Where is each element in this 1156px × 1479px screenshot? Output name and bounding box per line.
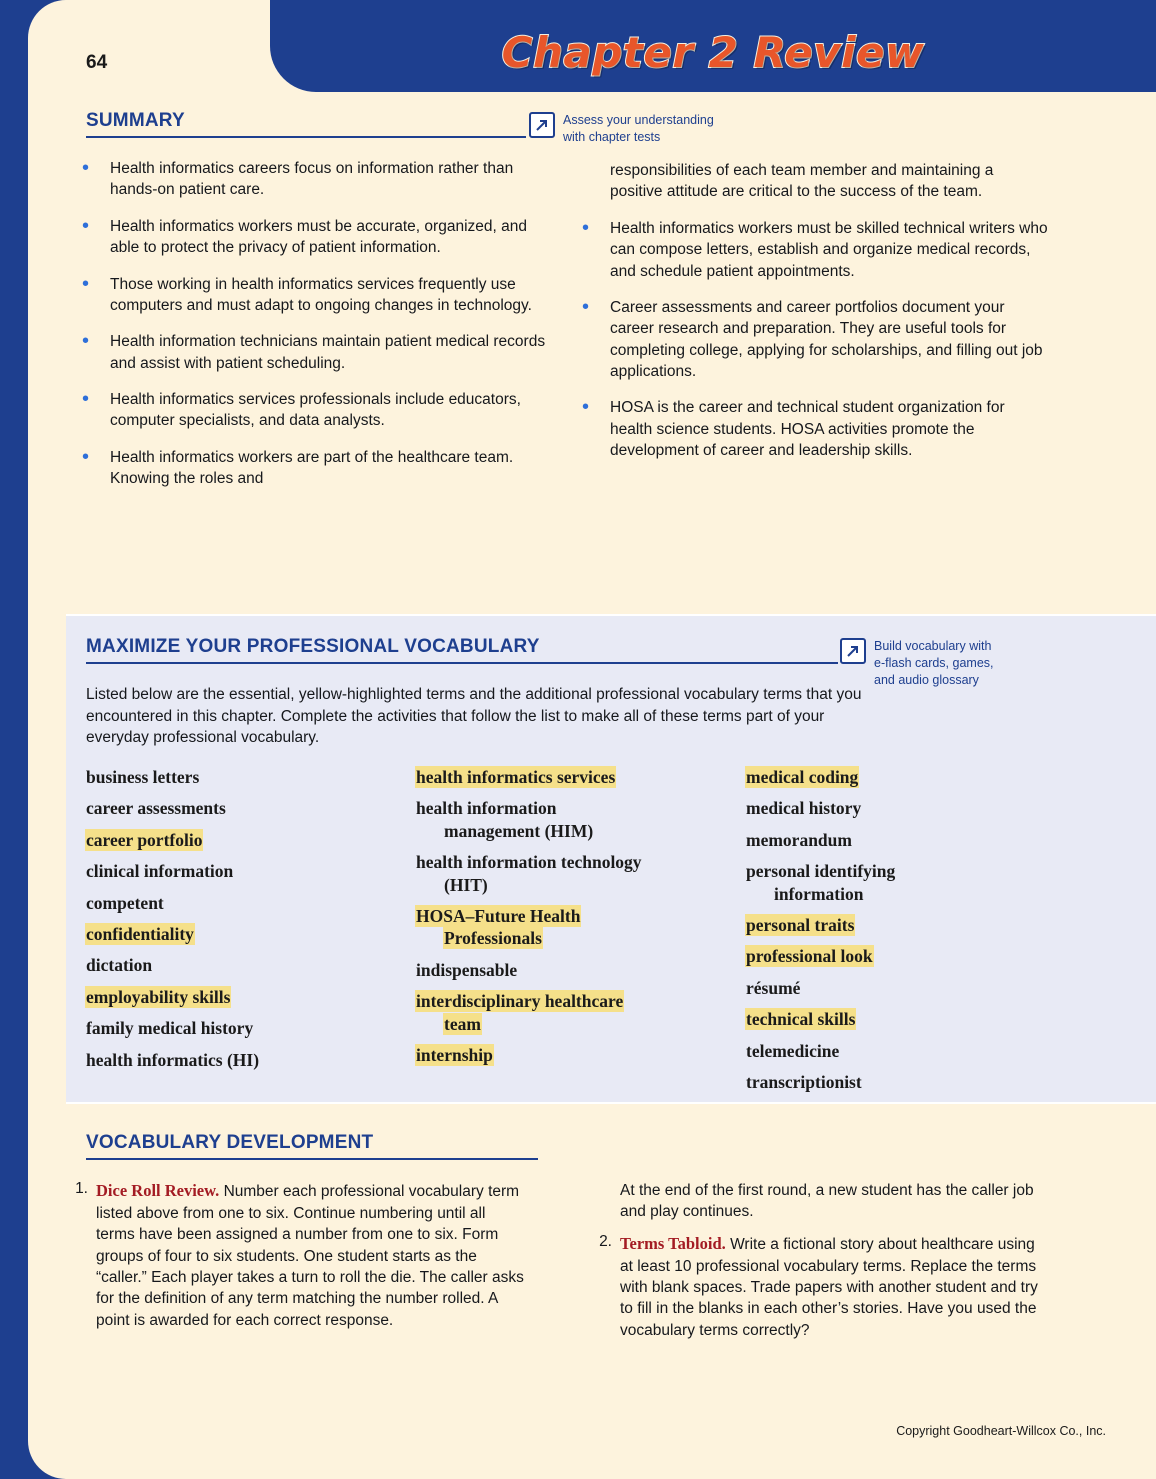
vocabulary-term-label: indispensable [416,959,518,980]
vocabulary-term-continuation: information [774,883,864,904]
vocabulary-column-3 [746,766,1076,1102]
vocabulary-term-label: confidentiality [86,923,194,944]
vocabulary-heading: MAXIMIZE YOUR PROFESSIONAL VOCABULARY [86,636,540,657]
vocabulary-term [746,945,1076,967]
vocabulary-term-label: technical skills [746,1009,856,1030]
development-heading: VOCABULARY DEVELOPMENT [86,1132,374,1153]
vocabulary-term [416,959,746,981]
vocabulary-term-label: interdisciplinary healthcare [416,991,624,1012]
vocabulary-term [746,1008,1076,1030]
summary-bullet [78,389,548,432]
summary-bullet [78,331,548,374]
vocabulary-term [86,892,416,914]
copyright-notice: Copyright Goodheart-Willcox Co., Inc. [896,1424,1106,1438]
chapter-title: Chapter 2 Review [501,28,925,77]
development-column-left [66,1180,526,1341]
build-vocabulary-callout-text [874,638,994,689]
vocabulary-term [746,797,1076,819]
development-item-title: Terms Tabloid. [620,1233,726,1253]
vocabulary-term-label: résumé [746,977,801,998]
summary-bullet-text: Health informatics workers must be accurate, organized, and able to protect the privacy of patient information. [110,217,527,257]
vocabulary-term-label: HOSA–Future Health [416,905,581,926]
vocabulary-term-label: medical coding [746,767,859,787]
vocabulary-term-label: career assessments [86,798,226,819]
summary-bullet-text: Health informatics workers must be skilled technical writers who can compose letters, establish and organize medical records, and schedule patient appointments. [610,219,1048,280]
bullet-dot-icon: • [582,216,590,239]
summary-bullet [78,447,548,490]
bullet-dot-icon: • [82,330,90,353]
development-item-body: Write a fictional story about healthcare using at least 10 professional vocabulary terms. Replace the terms with blank spaces. Trade papers with another student and try to fill in the blanks in each other’s stories. Have you used the vocabulary terms correctly? [620,1235,1038,1339]
build-vocabulary-callout[interactable] [840,638,1090,689]
summary-heading-rule [86,136,526,138]
build-callout-line2: e-flash cards, games, [874,655,994,670]
vocabulary-term [746,1040,1076,1062]
vocabulary-term [416,766,746,788]
vocabulary-term [416,990,746,1035]
development-column-right [590,1180,1050,1351]
summary-bullets-right [578,160,1048,477]
vocabulary-term [416,797,746,842]
vocabulary-term-label: medical history [746,798,862,819]
vocabulary-term [746,977,1076,999]
vocabulary-term [416,851,746,896]
vocabulary-heading-rule [86,662,838,664]
vocabulary-term-label: dictation [86,955,153,976]
vocabulary-term-label: memorandum [746,829,852,850]
assess-understanding-callout[interactable] [529,112,789,146]
vocabulary-term [416,1044,746,1066]
development-item-title: Dice Roll Review. [96,1181,220,1200]
vocabulary-column-1 [86,766,416,1102]
summary-bullet [578,397,1048,461]
summary-bullet-text: HOSA is the career and technical student organization for health science students. HOSA activities promote the development of career and leadership skills. [610,399,1005,460]
vocabulary-term-label: personal identifying [746,861,896,882]
development-item-text [96,1180,526,1331]
vocabulary-term [746,1071,1076,1093]
summary-bullet-text: Those working in health informatics services frequently use computers and must adapt to ongoing changes in technology. [110,275,532,314]
summary-bullet [578,218,1048,282]
development-item-number: 2. [599,1232,612,1250]
vocabulary-term-continuation: (HIT) [444,874,488,895]
development-continuation-text: At the end of the first round, a new student has the caller job and play continues. [620,1182,1034,1221]
vocabulary-term-label: transcriptionist [746,1071,862,1092]
assess-callout-line2: with chapter tests [563,129,661,144]
page-spine [0,0,66,1479]
vocabulary-term [86,797,416,819]
vocabulary-term [746,829,1076,851]
vocabulary-heading-wrap [86,636,540,661]
vocabulary-term-label: health informatics services [416,767,616,787]
summary-bullet [78,158,548,201]
build-callout-line1: Build vocabulary with [874,639,992,653]
vocabulary-term [86,923,416,945]
vocabulary-term [86,1017,416,1039]
summary-bullet-text: Health informatics services professionals include educators, computer specialists, and data analysts. [110,391,521,430]
bullet-spacer [578,160,610,203]
bullet-dot-icon: • [82,157,90,179]
external-link-icon[interactable] [840,638,866,664]
vocabulary-term [86,1049,416,1071]
vocabulary-term-continuation: Professionals [444,928,542,949]
vocabulary-term-label: internship [416,1044,493,1065]
summary-bullet-text: Health informatics careers focus on information rather than hands-on patient care. [110,160,514,199]
vocabulary-term-label: professional look [746,946,873,967]
vocabulary-term-continuation: team [444,1013,481,1034]
assess-callout-line1: Assess your understanding [563,113,714,127]
summary-bullet-text: Health informatics workers are part of the healthcare team. Knowing the roles and [110,448,514,488]
bullet-dot-icon: • [82,272,90,295]
vocabulary-term-label: clinical information [86,861,234,882]
vocabulary-term [416,905,746,950]
vocabulary-term [86,986,416,1008]
summary-bullet [78,274,548,317]
development-item-number: 1. [75,1180,88,1197]
vocabulary-term [746,766,1076,788]
vocabulary-term-label: competent [86,892,164,913]
vocabulary-term-label: health informatics (HI) [86,1049,260,1070]
bullet-dot-icon: • [82,214,90,237]
assess-callout-text [563,112,714,146]
vocabulary-term [746,914,1076,936]
bullet-dot-icon: • [82,445,90,468]
vocabulary-term-label: personal traits [746,914,855,935]
summary-bullet-text: Health information technicians maintain patient medical records and assist with patient scheduling. [110,333,546,372]
development-heading-wrap [86,1132,373,1157]
summary-bullet-text: Career assessments and career portfolios document your career research and preparation. They are useful tools for completing college, applying for scholarships, and filling out job applications. [610,298,1043,380]
bullet-dot-icon: • [582,295,590,318]
vocabulary-term [86,954,416,976]
vocabulary-term [86,860,416,882]
vocabulary-term-label: telemedicine [746,1040,840,1061]
vocabulary-term-continuation: management (HIM) [444,820,594,841]
summary-heading-wrap [86,110,185,135]
vocabulary-intro-text: Listed below are the essential, yellow-highlighted terms and the additional professional vocabulary terms that you encountered in this chapter. Complete the activities that follow the list to make all of these terms part of your everyday professional vocabulary. [86,686,862,747]
vocabulary-term-label: health information [416,798,557,819]
summary-heading: SUMMARY [86,110,185,131]
development-heading-rule [86,1158,538,1160]
vocabulary-term-label: health information technology [416,852,642,873]
summary-bullet-continuation [578,160,1048,203]
page-spine-inner [28,0,66,1479]
vocabulary-term [86,766,416,788]
vocabulary-column-2 [416,766,746,1102]
bullet-dot-icon: • [82,388,90,410]
summary-bullets-left [78,158,548,505]
summary-bullet [78,216,548,259]
development-item [590,1233,1050,1341]
vocabulary-term-label: employability skills [86,986,231,1007]
page-number: 64 [86,52,108,73]
development-continuation [590,1180,1050,1223]
development-item [66,1180,526,1331]
development-item-text [620,1233,1050,1341]
summary-bullet-text: responsibilities of each team member and maintaining a positive attitude are critical to the success of the team. [610,162,994,201]
vocabulary-term [86,829,416,851]
summary-bullet [578,297,1048,383]
vocabulary-term-label: career portfolio [86,829,203,850]
vocabulary-term-columns [86,766,1106,1102]
development-spacer [590,1180,620,1223]
vocabulary-term-label: business letters [86,767,200,787]
vocabulary-term [746,860,1076,905]
development-item-body: Number each professional vocabulary term listed above from one to six. Continue numbering until all terms have been assigned a number from one to six. Form groups of four to six students. One student starts as the “caller.” Each player takes a turn to roll the die. The caller asks for the definition of any term matching the number rolled. A point is awarded for each correct response. [96,1183,524,1329]
build-callout-line3: and audio glossary [874,672,979,687]
bullet-dot-icon: • [582,396,590,419]
external-link-icon[interactable] [529,112,555,138]
vocabulary-term-label: family medical history [86,1018,254,1039]
